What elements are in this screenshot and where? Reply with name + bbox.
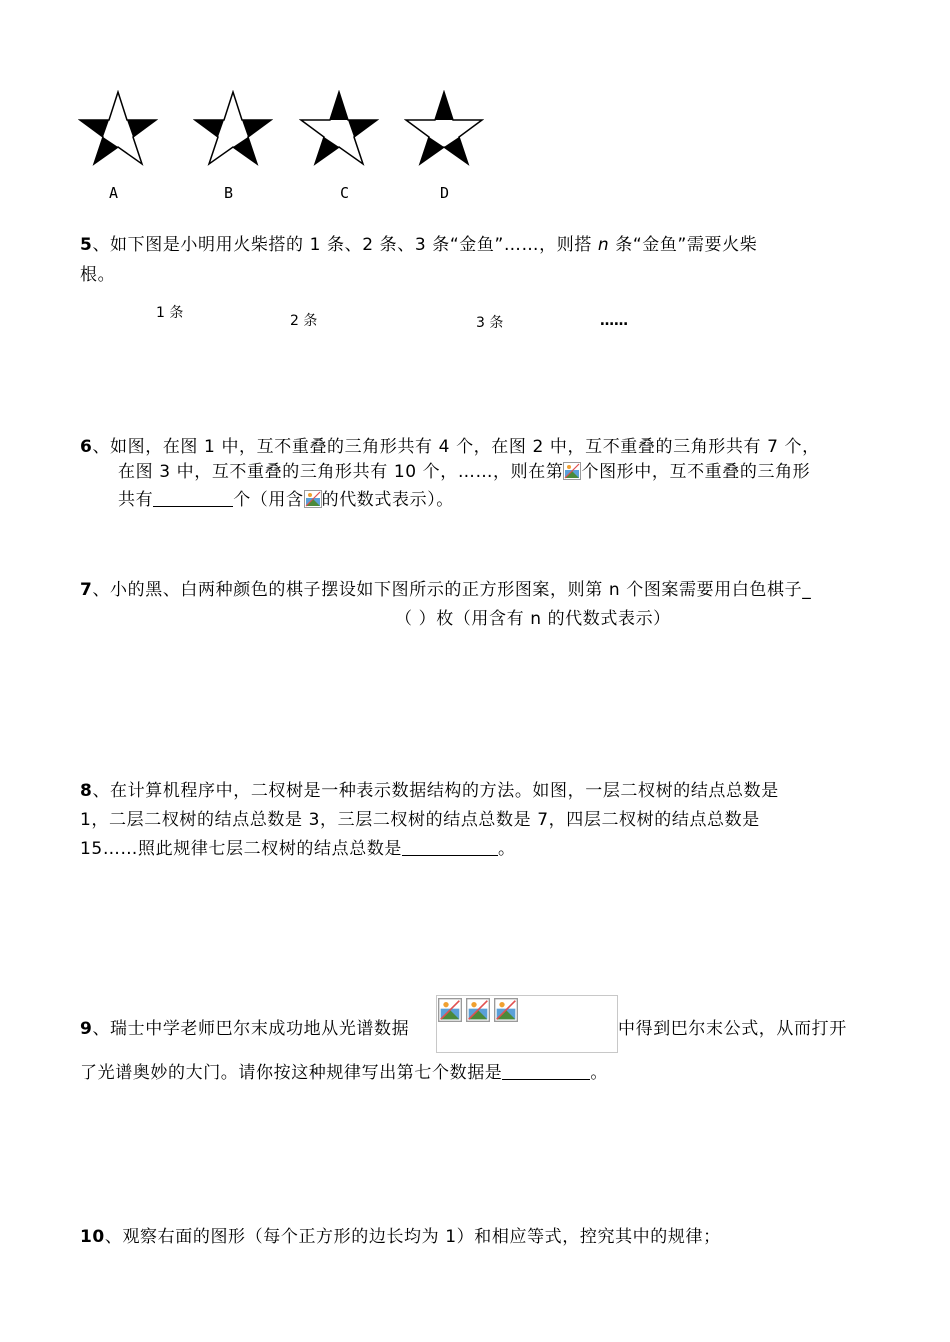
broken-image-icon <box>438 998 462 1022</box>
star-option-c-figure <box>299 90 379 166</box>
question-9-text-2b: 。 <box>590 1063 609 1083</box>
question-8-line-3 <box>80 834 516 859</box>
question-8-text-3a: 15……照此规律七层二杈树的结点总数是 <box>80 839 403 859</box>
goldfish-label-1: 1 条 <box>156 305 184 321</box>
spectrum-data-image-frame <box>436 995 618 1053</box>
question-7-number: 7 <box>80 580 93 600</box>
question-5-line-1 <box>80 230 757 255</box>
question-9-answer-blank[interactable] <box>502 1063 590 1080</box>
question-10-line-1 <box>80 1222 721 1247</box>
question-6-line-1 <box>80 432 820 457</box>
question-5-text-b: 条“金鱼”需要火柴 <box>609 235 758 255</box>
question-7-line-1 <box>80 575 811 600</box>
question-6-text-2a: 在图 3 中，互不重叠的三角形共有 10 个，……，则在第 <box>118 462 564 482</box>
question-5-variable-n: n <box>597 235 610 255</box>
question-6-text-3a: 共有 <box>118 490 154 510</box>
question-6-number: 6 <box>80 437 93 457</box>
star-option-b-figure <box>193 90 273 166</box>
question-8-line-1 <box>80 776 779 801</box>
question-8-text-3b: 。 <box>498 839 516 859</box>
goldfish-label-3: 3 条 <box>476 315 504 331</box>
question-6-text-1: 、如图，在图 1 中，互不重叠的三角形共有 4 个，在图 2 中，互不重叠的三角形共有 7 个， <box>92 437 820 457</box>
question-9-text-2a: 了光谱奥妙的大门。请你按这种规律写出第七个数据是 <box>80 1063 503 1083</box>
star-option-a-figure <box>78 90 158 166</box>
broken-image-icon <box>494 998 518 1022</box>
question-6-answer-blank[interactable] <box>153 490 233 507</box>
question-6-line-2 <box>118 457 810 482</box>
goldfish-label-2: 2 条 <box>290 313 318 329</box>
question-10-number: 10 <box>80 1227 105 1247</box>
question-5-text-a: 、如下图是小明用火柴搭的 1 条、2 条、3 条“金鱼”……，则搭 <box>92 235 598 255</box>
broken-image-icon <box>563 462 581 480</box>
question-9-line-1 <box>80 1014 409 1039</box>
question-6-text-2b: 个图形中，互不重叠的三角形 <box>581 462 811 482</box>
question-8-text-1: 、在计算机程序中，二杈树是一种表示数据结构的方法。如图，一层二杈树的结点总数是 <box>92 781 779 801</box>
question-8-number: 8 <box>80 781 93 801</box>
question-9-text-1a: 、瑞士中学老师巴尔末成功地从光谱数据 <box>92 1019 410 1039</box>
broken-image-icon <box>466 998 490 1022</box>
question-8-answer-blank[interactable] <box>402 839 498 856</box>
broken-image-icon <box>304 490 322 508</box>
question-5-number: 5 <box>80 235 93 255</box>
option-label-c: C <box>340 184 350 202</box>
question-6-line-3 <box>118 485 454 510</box>
option-label-d: D <box>440 184 450 202</box>
goldfish-ellipsis: …… <box>600 313 628 329</box>
star-option-d-figure <box>404 90 484 166</box>
option-label-b: B <box>224 184 234 202</box>
question-10-text-1: 、观察右面的图形（每个正方形的边长均为 1）和相应等式，控究其中的规律； <box>104 1227 721 1247</box>
question-9-number: 9 <box>80 1019 93 1039</box>
option-label-a: A <box>109 184 119 202</box>
question-8-line-2: 1，二层二杈树的结点总数是 3，三层二杈树的结点总数是 7，四层二杈树的结点总数是 <box>80 810 760 830</box>
question-7-text-1: 、小的黑、白两种颜色的棋子摆设如下图所示的正方形图案，则第 n 个图案需要用白色棋子_ <box>92 580 812 600</box>
question-5-line-2: 根。 <box>80 265 116 285</box>
question-6-text-3b: 个（用含 <box>233 490 304 510</box>
question-9-line-2 <box>80 1058 608 1083</box>
question-7-line-2: （ ）枚（用含有 n 的代数式表示） <box>395 609 671 629</box>
question-9-text-1b: 中得到巴尔末公式，从而打开 <box>618 1019 847 1039</box>
question-6-text-3c: 的代数式表示）。 <box>321 490 454 510</box>
